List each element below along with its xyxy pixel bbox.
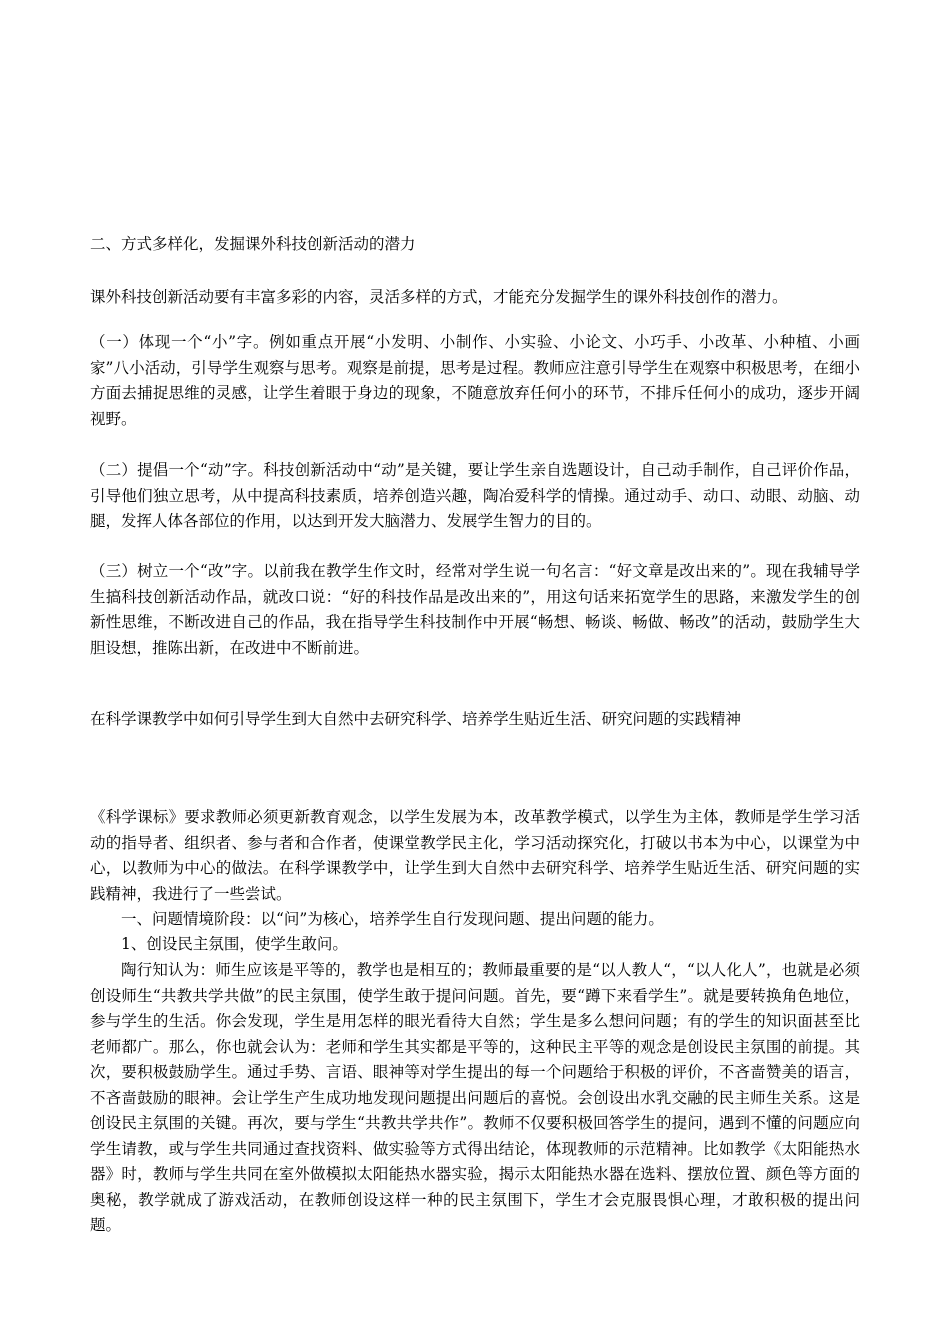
- section-item-one: [90, 932, 860, 958]
- section-heading-two: [90, 232, 860, 258]
- body-intro-paragraph: 《科学课标》要求教师必须更新教育观念，以学生发展为本，改革教学模式，以学生为主体，教师是学生学习活动的指导者、组织者、参与者和合作者，使课堂教学民主化，学习活动探究化，打破以书本为中心，以课堂为中心，以教师为中心的做法。在科学课教学中，让学生到大自然中去研究科学、培养学生贴近生活、研究问题的实践精神，我进行了一些尝试。: [90, 808, 860, 903]
- stage-one-heading: 一、问题情境阶段：以“问”为核心，培养学生自行发现问题、提出问题的能力。: [121, 910, 664, 928]
- section-article-title: [90, 707, 860, 733]
- point-two-paragraph: （二）提倡一个“动”字。科技创新活动中“动”是关键，要让学生亲自选题设计，自己动手制作，自己评价作品，引导他们独立思考，从中提高科技素质，培养创造兴趣，陶冶爱科学的情操。通过动手、动口、动眼、动脑、动腿，发挥人体各部位的作用，以达到开发大脑潜力、发展学生智力的目的。: [90, 461, 860, 530]
- intro-paragraph: 课外科技创新活动要有丰富多彩的内容，灵活多样的方式，才能充分发掘学生的课外科技创作的潜力。: [90, 288, 788, 306]
- item-one-heading: 1、创设民主氛围，使学生敢问。: [121, 935, 348, 953]
- article-title: 在科学课教学中如何引导学生到大自然中去研究科学、培养学生贴近生活、研究问题的实践精神: [90, 710, 742, 728]
- section-heading: 二、方式多样化，发掘课外科技创新活动的潜力: [90, 235, 416, 253]
- section-point-three: [90, 559, 860, 661]
- point-one-paragraph: （一）体现一个“小”字。例如重点开展“小发明、小制作、小实验、小论文、小巧手、小改革、小种植、小画家”八小活动，引导学生观察与思考。观察是前提，思考是过程。教师应注意引导学生在观察中积极思考，在细小方面去捕捉思维的灵感，让学生着眼于身边的现象，不随意放弃任何小的环节，不排斥任何小的成功，逐步开阔视野。: [90, 333, 860, 428]
- section-point-one: [90, 330, 860, 432]
- section-intro: [90, 285, 860, 311]
- section-stage-one: [90, 907, 860, 933]
- point-three-paragraph: （三）树立一个“改”字。以前我在教学生作文时，经常对学生说一句名言：“好文章是改出来的”。现在我辅导学生搞科技创新活动作品，就改口说：“好的科技作品是改出来的”，用这句话来拓宽学生的思路，来激发学生的创新性思维，不断改进自己的作品，我在指导学生科技制作中开展“畅想、畅谈、畅做、畅改”的活动，鼓励学生大胆设想，推陈出新，在改进中不断前进。: [90, 562, 860, 657]
- body-main-paragraph: 陶行知认为：师生应该是平等的，教学也是相互的；教师最重要的是“以人教人“，“以人化人”，也就是必须创设师生“共教共学共做”的民主氛围，使学生敢于提问问题。首先，要“蹲下来看学生”。就是要转换角色地位，参与学生的生活。你会发现，学生是用怎样的眼光看待大自然；学生是多么想问问题；有的学生的知识面甚至比老师都广。那么，你也就会认为：老师和学生其实都是平等的，这种民主平等的观念是创设民主氛围的前提。其次，要积极鼓励学生。通过手势、言语、眼神等对学生提出的每一个问题给于积极的评价，不吝啬赞美的语言，不吝啬鼓励的眼神。会让学生产生成功地发现问题提出问题后的喜悦。会创设出水乳交融的民主师生关系。这是创设民主氛围的关键。再次，要与学生“共教共学共作”。教师不仅要积极回答学生的提问，遇到不懂的问题应向学生请教，或与学生共同通过查找资料、做实验等方式得出结论，体现教师的示范精神。比如教学《太阳能热水器》时，教师与学生共同在室外做模拟太阳能热水器实验，揭示太阳能热水器在选料、摆放位置、颜色等方面的奥秘，教学就成了游戏活动，在教师创设这样一种的民主氛围下，学生才会克服畏惧心理，才敢积极的提出问题。: [90, 961, 860, 1234]
- section-point-two: [90, 458, 860, 535]
- section-body-main: [90, 958, 860, 1239]
- section-body-intro: [90, 805, 860, 907]
